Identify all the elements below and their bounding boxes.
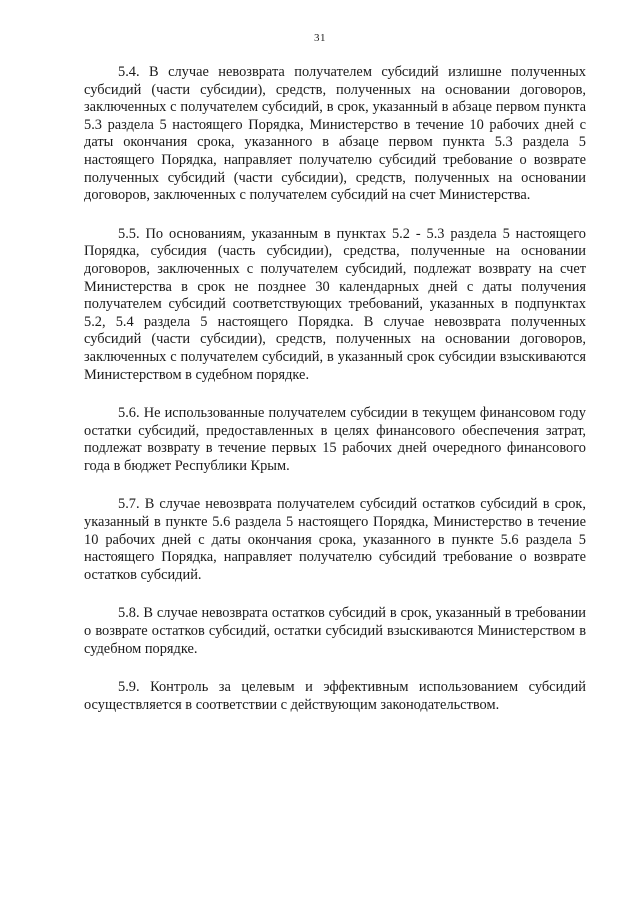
paragraph-5-6: 5.6. Не использованные получателем субсидии в текущем финансовом году остатки субсидий, предоставленных в целях финансового обеспечения затрат, подлежат возврату в течение первых 15 рабочих дней очередного финансового года в бюджет Республики Крым.	[84, 405, 586, 474]
document-body	[84, 64, 586, 735]
page-number: 31	[314, 32, 326, 44]
paragraph-5-9: 5.9. Контроль за целевым и эффективным использованием субсидий осуществляется в соответствии с действующим законодательством.	[84, 679, 586, 713]
paragraph-5-7: 5.7. В случае невозврата получателем субсидий остатков субсидий в срок, указанный в пункте 5.6 раздела 5 настоящего Порядка, Министерство в течение 10 рабочих дней с даты окончания срока, указанного в пункте 5.6 раздела 5 настоящего Порядка, направляет получателю субсидий требование о возврате остатков субсидий.	[84, 496, 586, 583]
paragraph-5-8: 5.8. В случае невозврата остатков субсидий в срок, указанный в требовании о возврате остатков субсидий, остатки субсидий взыскиваются Министерством в судебном порядке.	[84, 605, 586, 657]
paragraph-5-5: 5.5. По основаниям, указанным в пунктах 5.2 - 5.3 раздела 5 настоящего Порядка, субсидия (часть субсидии), средства, полученные на основании договоров, заключенных с получателем субсидий, подлежат возврату на счет Министерства в срок не позднее 30 календарных дней с даты получения получателем субсидий соответствующих требований, указанных в подпунктах 5.2, 5.4 раздела 5 настоящего Порядка. В случае невозврата полученных субсидий (части субсидии), средств, полученных на основании договоров, заключенных с получателем субсидий, в указанный срок субсидии взыскиваются Министерством в судебном порядке.	[84, 225, 586, 383]
paragraph-5-4: 5.4. В случае невозврата получателем субсидий излишне полученных субсидий (части субсидии), средств, полученных на основании договоров, заключенных с получателем субсидий, в срок, указанный в абзаце первом пункта 5.3 раздела 5 настоящего Порядка, Министерство в течение 10 рабочих дней с даты окончания срока, указанного в абзаце первом пункта 5.3 раздела 5 настоящего Порядка, направляет получателю субсидий требование о возврате полученных субсидий (части субсидии), средств, полученных на основании договоров, заключенных с получателем субсидий на счет Министерства.	[84, 64, 586, 204]
